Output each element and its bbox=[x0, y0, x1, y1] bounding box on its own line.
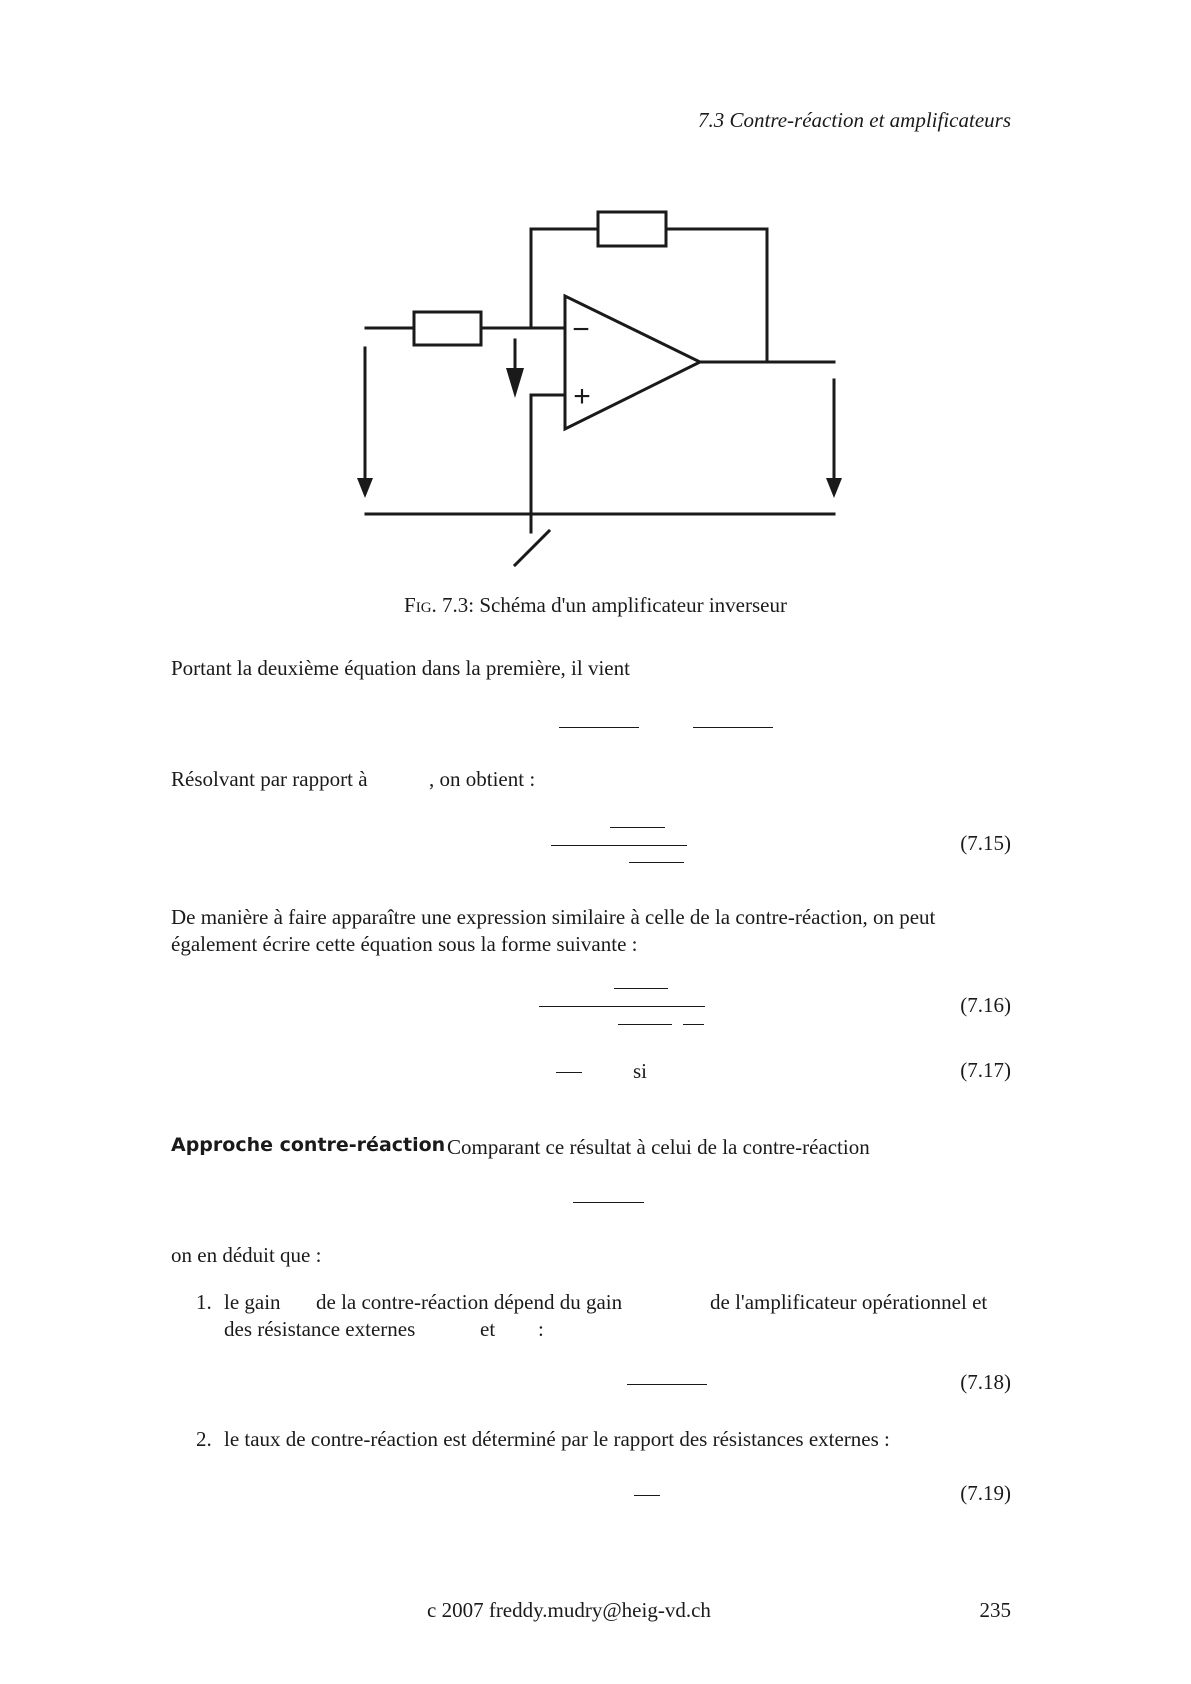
equation-number: (7.18) bbox=[960, 1370, 1011, 1394]
list-item-1-line2-c: : bbox=[538, 1317, 544, 1341]
list-item-number: 2. bbox=[196, 1427, 212, 1451]
feedback-resistor bbox=[598, 212, 666, 246]
fraction-bar bbox=[618, 1024, 672, 1025]
fraction-bar bbox=[551, 845, 687, 846]
paragraph-5: on en déduit que : bbox=[171, 1243, 322, 1267]
non-inverting-input-sign: + bbox=[573, 380, 591, 413]
fraction-bar bbox=[634, 1495, 660, 1496]
list-item-number: 1. bbox=[196, 1290, 212, 1314]
list-item-1-part-c: de l'amplificateur opérationnel et bbox=[710, 1290, 988, 1314]
fraction-bar bbox=[556, 1072, 582, 1073]
figure-caption bbox=[0, 593, 1191, 618]
fraction-bar bbox=[539, 1006, 705, 1007]
inverting-input-sign: − bbox=[572, 313, 590, 346]
input-voltage-arrowhead bbox=[357, 478, 373, 498]
output-voltage-arrowhead bbox=[826, 478, 842, 498]
running-header: 7.3 Contre-réaction et amplificateurs bbox=[697, 108, 1011, 132]
list-item-1-part-a: le gain bbox=[224, 1290, 281, 1314]
equation-number: (7.17) bbox=[960, 1058, 1011, 1082]
fraction-bar bbox=[683, 1024, 704, 1025]
fraction-bar bbox=[610, 827, 665, 828]
paragraph-3-line2: également écrire cette équation sous la forme suivante : bbox=[171, 932, 638, 956]
input-resistor bbox=[414, 312, 481, 345]
fraction-bar bbox=[559, 727, 639, 728]
footer-copyright: c 2007 freddy.mudry@heig-vd.ch bbox=[427, 1598, 711, 1622]
equation-number: (7.16) bbox=[960, 993, 1011, 1017]
paragraph-2a: Résolvant par rapport à bbox=[171, 767, 368, 791]
condition-si: si bbox=[633, 1059, 648, 1083]
fraction-bar bbox=[627, 1384, 707, 1385]
list-item-1-part-b: de la contre-réaction dépend du gain bbox=[316, 1290, 623, 1314]
fraction-bar bbox=[693, 727, 773, 728]
paragraph-heading: Approche contre-réaction bbox=[171, 1134, 446, 1156]
paragraph-1: Portant la deuxième équation dans la première, il vient bbox=[171, 656, 630, 680]
fraction-bar bbox=[573, 1202, 644, 1203]
paragraph-4: Comparant ce résultat à celui de la contre-réaction bbox=[447, 1135, 870, 1159]
equation-number: (7.19) bbox=[960, 1481, 1011, 1505]
equation-number: (7.15) bbox=[960, 831, 1011, 855]
inverting-amplifier-schematic bbox=[0, 0, 1191, 600]
differential-voltage-arrowhead bbox=[506, 368, 524, 398]
fraction-bar bbox=[614, 988, 668, 989]
fraction-bar bbox=[629, 862, 684, 863]
paragraph-3-line1: De manière à faire apparaître une expression similaire à celle de la contre-réaction, on peut bbox=[171, 905, 936, 929]
list-item-1-line2-a: des résistance externes bbox=[224, 1317, 416, 1341]
figure-caption-text: Schéma d'un amplificateur inverseur bbox=[479, 593, 787, 617]
list-item-2-text: le taux de contre-réaction est déterminé par le rapport des résistances externes : bbox=[224, 1427, 890, 1451]
figure-label: Fig. 7.3: bbox=[404, 593, 475, 617]
list-item-1-line2-b: et bbox=[480, 1317, 496, 1341]
page-number: 235 bbox=[979, 1598, 1011, 1622]
paragraph-2b: , on obtient : bbox=[429, 767, 536, 791]
